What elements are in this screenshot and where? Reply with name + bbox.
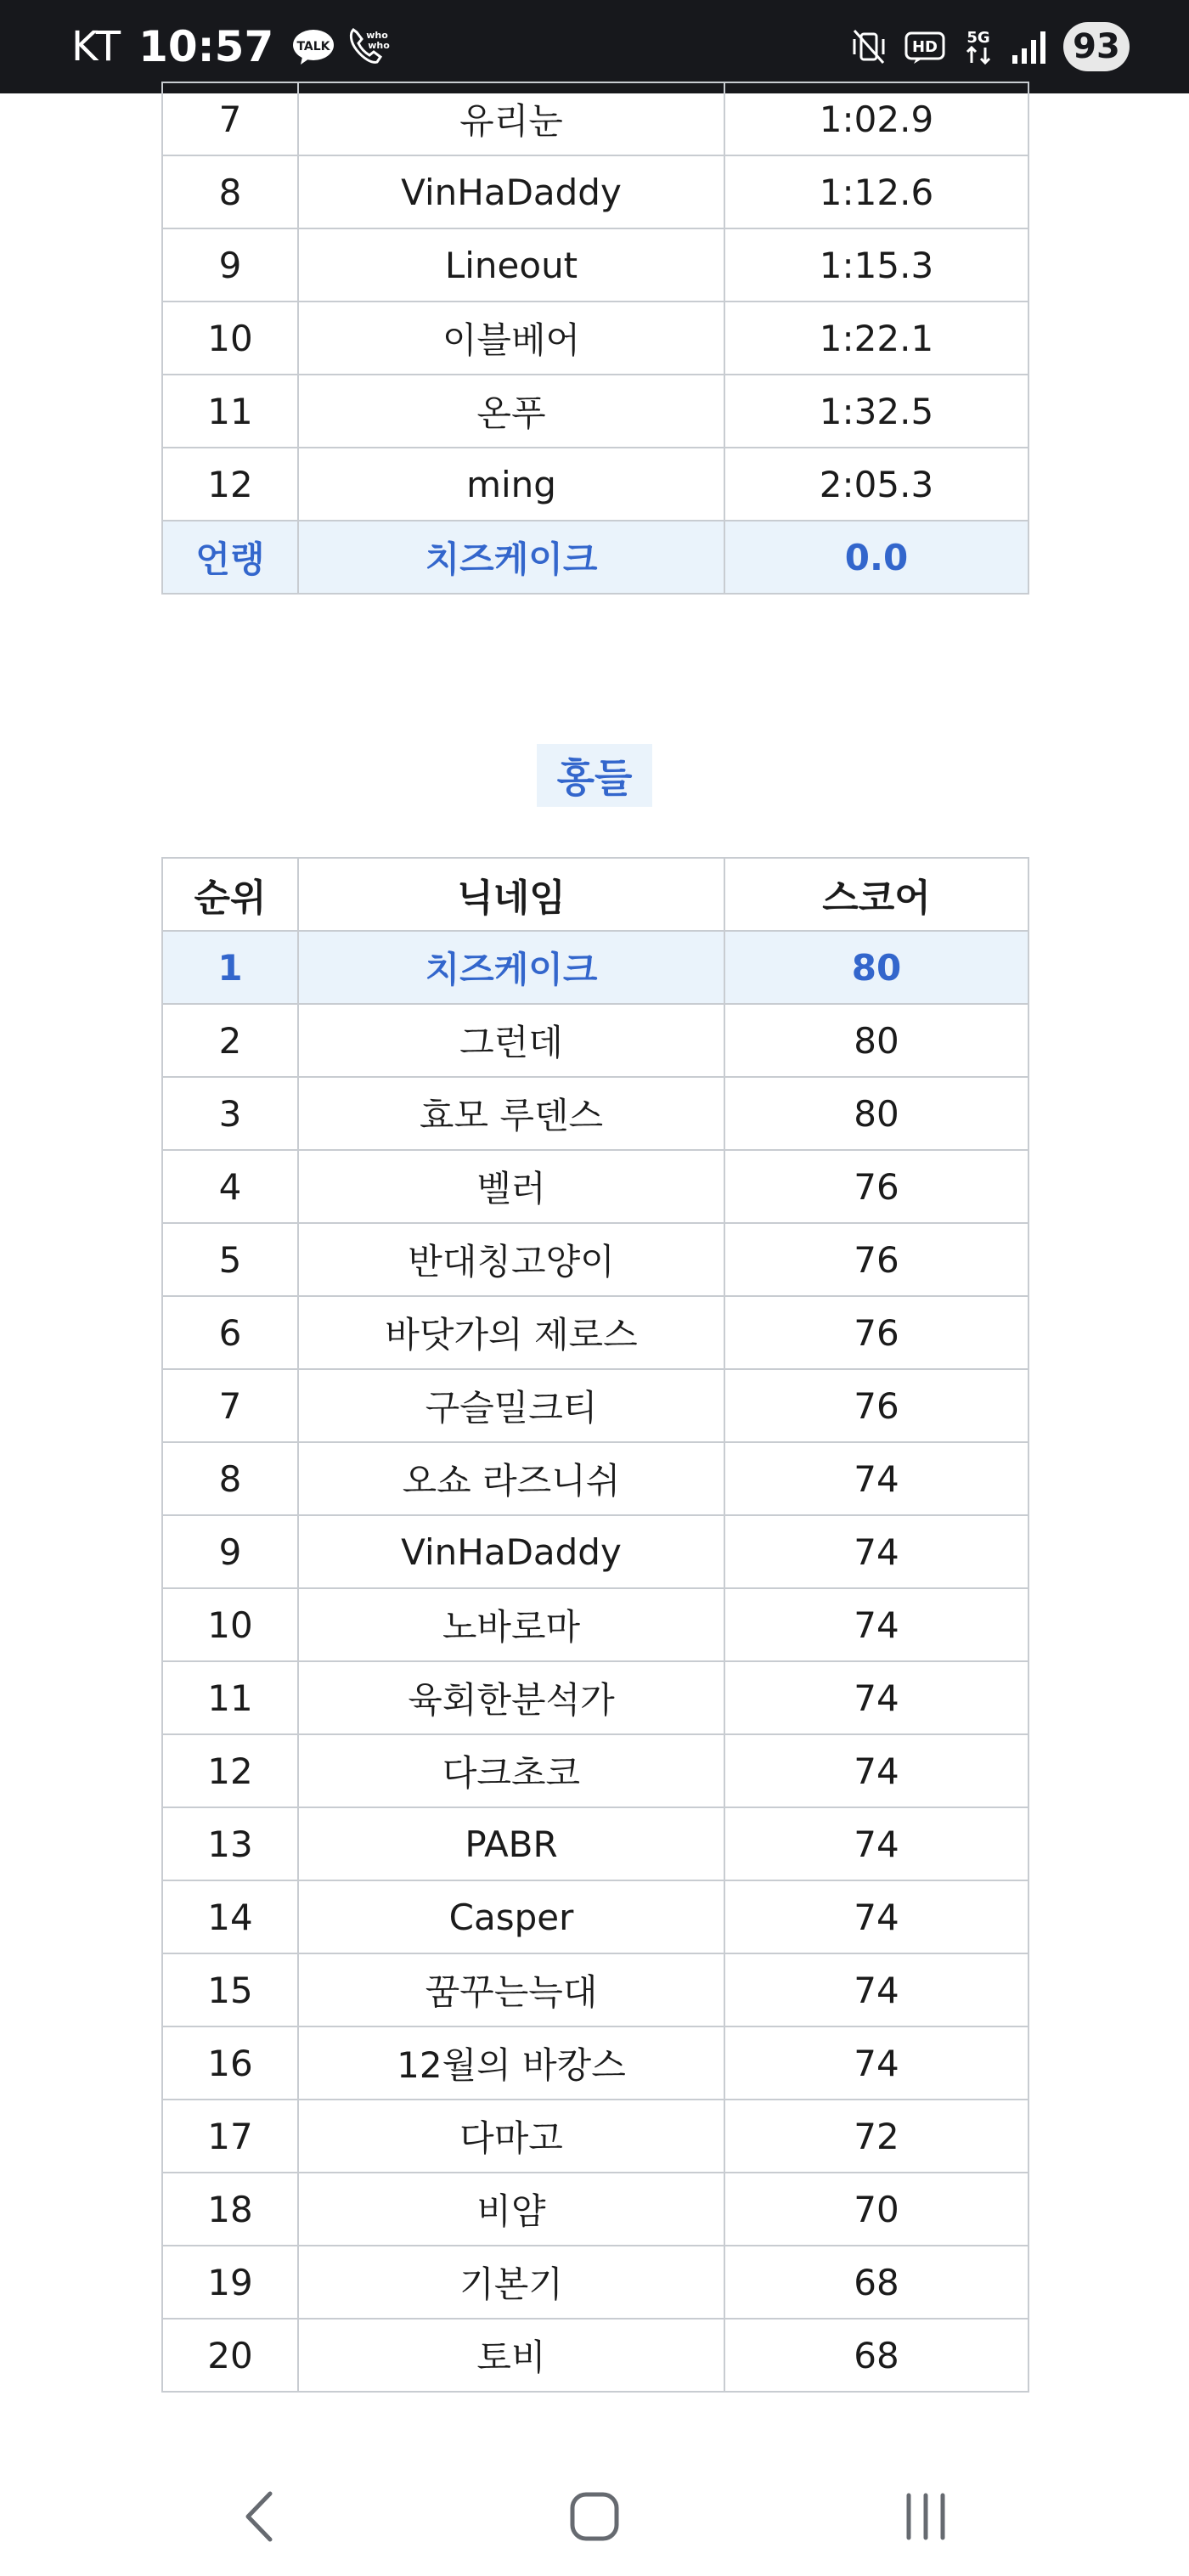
nickname-cell: 유리눈	[298, 82, 724, 155]
nickname-cell: 이블베어	[298, 302, 724, 375]
battery-indicator: 93	[1063, 22, 1130, 71]
nickname-cell: ming	[298, 448, 724, 521]
nickname-cell: 치즈케이크	[298, 931, 724, 1004]
whowho-call-icon	[347, 25, 391, 69]
rank-cell: 7	[162, 1369, 298, 1442]
nickname-cell: 노바로마	[298, 1588, 724, 1661]
nickname-cell: 구슬밀크티	[298, 1369, 724, 1442]
nickname-cell: Lineout	[298, 228, 724, 302]
rank-cell: 언랭	[162, 521, 298, 594]
nickname-cell: 치즈케이크	[298, 521, 724, 594]
rank-cell: 2	[162, 1004, 298, 1077]
nickname-cell: 꿈꾸는늑대	[298, 1953, 724, 2026]
rank-cell: 14	[162, 1880, 298, 1953]
table-row	[162, 82, 1028, 155]
table-row-highlighted	[162, 521, 1028, 594]
nickname-cell: VinHaDaddy	[298, 1515, 724, 1588]
table-row	[162, 2173, 1028, 2246]
table-row	[162, 2246, 1028, 2319]
score-cell: 1:15.3	[724, 228, 1028, 302]
score-cell: 70	[724, 2173, 1028, 2246]
score-cell: 0.0	[724, 521, 1028, 594]
header-nickname: 닉네임	[298, 858, 724, 931]
ranking-table-time-body	[162, 82, 1028, 594]
score-cell: 74	[724, 1807, 1028, 1880]
score-cell: 80	[724, 931, 1028, 1004]
table-header-row	[162, 858, 1028, 931]
vibrate-mute-icon	[849, 27, 888, 66]
hd-voice-icon	[904, 28, 946, 65]
kakaotalk-icon	[292, 28, 335, 65]
table-row	[162, 1734, 1028, 1807]
score-cell: 76	[724, 1296, 1028, 1369]
nickname-cell: Casper	[298, 1880, 724, 1953]
table-row	[162, 1661, 1028, 1734]
score-cell: 1:12.6	[724, 155, 1028, 228]
table-row	[162, 1296, 1028, 1369]
section-title: 홍들	[537, 744, 652, 807]
rank-cell: 12	[162, 448, 298, 521]
score-cell: 74	[724, 1734, 1028, 1807]
clock: 10:57	[138, 22, 274, 71]
score-cell: 1:22.1	[724, 302, 1028, 375]
score-cell: 2:05.3	[724, 448, 1028, 521]
table-row	[162, 1588, 1028, 1661]
nickname-cell: 온푸	[298, 375, 724, 448]
score-cell: 80	[724, 1004, 1028, 1077]
nickname-cell: 그런데	[298, 1004, 724, 1077]
table-row	[162, 1223, 1028, 1296]
score-cell: 74	[724, 1953, 1028, 2026]
nickname-cell: 바닷가의 제로스	[298, 1296, 724, 1369]
score-cell: 76	[724, 1223, 1028, 1296]
score-cell: 74	[724, 2026, 1028, 2100]
nickname-cell: 다마고	[298, 2100, 724, 2173]
score-cell: 76	[724, 1150, 1028, 1223]
home-icon[interactable]	[552, 2483, 637, 2551]
rank-cell: 5	[162, 1223, 298, 1296]
table-row	[162, 1150, 1028, 1223]
nickname-cell: 반대칭고양이	[298, 1223, 724, 1296]
back-icon[interactable]	[219, 2483, 304, 2551]
signal-icon	[1011, 28, 1048, 65]
rank-cell: 20	[162, 2319, 298, 2392]
table-row	[162, 375, 1028, 448]
rank-cell: 13	[162, 1807, 298, 1880]
status-bar	[0, 0, 1189, 93]
5g-data-icon	[961, 25, 995, 68]
nickname-cell: 벨러	[298, 1150, 724, 1223]
nickname-cell: VinHaDaddy	[298, 155, 724, 228]
nickname-cell: 오쇼 라즈니쉬	[298, 1442, 724, 1515]
ranking-table-time	[161, 82, 1029, 595]
table-row	[162, 1077, 1028, 1150]
score-cell: 74	[724, 1588, 1028, 1661]
recent-apps-icon[interactable]	[883, 2483, 968, 2551]
table-row	[162, 1807, 1028, 1880]
table-row	[162, 1004, 1028, 1077]
svg-text:who: who	[366, 30, 389, 41]
score-cell: 74	[724, 1442, 1028, 1515]
table-row	[162, 2026, 1028, 2100]
table-row	[162, 1953, 1028, 2026]
rank-cell: 16	[162, 2026, 298, 2100]
score-cell: 68	[724, 2246, 1028, 2319]
svg-text:TALK: TALK	[296, 40, 330, 54]
table-row	[162, 1369, 1028, 1442]
table-row	[162, 228, 1028, 302]
table-row-highlighted	[162, 931, 1028, 1004]
rank-cell: 19	[162, 2246, 298, 2319]
rank-cell: 11	[162, 1661, 298, 1734]
rank-cell: 4	[162, 1150, 298, 1223]
nickname-cell: PABR	[298, 1807, 724, 1880]
ranking-table-score-body	[162, 931, 1028, 2392]
table-row	[162, 155, 1028, 228]
rank-cell: 1	[162, 931, 298, 1004]
score-cell: 72	[724, 2100, 1028, 2173]
rank-cell: 10	[162, 302, 298, 375]
rank-cell: 9	[162, 1515, 298, 1588]
rank-cell: 3	[162, 1077, 298, 1150]
navigation-bar	[0, 2449, 1189, 2576]
rank-cell: 17	[162, 2100, 298, 2173]
rank-cell: 11	[162, 375, 298, 448]
table-row	[162, 302, 1028, 375]
score-cell: 74	[724, 1515, 1028, 1588]
nickname-cell: 12월의 바캉스	[298, 2026, 724, 2100]
svg-text:who: who	[368, 40, 391, 51]
svg-text:5G: 5G	[966, 29, 990, 47]
rank-cell: 8	[162, 1442, 298, 1515]
score-cell: 1:02.9	[724, 82, 1028, 155]
table-row	[162, 1880, 1028, 1953]
rank-cell: 15	[162, 1953, 298, 2026]
rank-cell: 8	[162, 155, 298, 228]
rank-cell: 9	[162, 228, 298, 302]
table-row	[162, 1442, 1028, 1515]
nickname-cell: 다크초코	[298, 1734, 724, 1807]
score-cell: 80	[724, 1077, 1028, 1150]
carrier-label: KT	[71, 23, 122, 70]
table-row	[162, 1515, 1028, 1588]
nickname-cell: 육회한분석가	[298, 1661, 724, 1734]
svg-text:HD: HD	[911, 38, 938, 56]
score-cell: 74	[724, 1661, 1028, 1734]
nickname-cell: 비얌	[298, 2173, 724, 2246]
ranking-table-score	[161, 857, 1029, 2393]
table-row	[162, 2100, 1028, 2173]
score-cell: 68	[724, 2319, 1028, 2392]
rank-cell: 12	[162, 1734, 298, 1807]
score-cell: 74	[724, 1880, 1028, 1953]
table-row	[162, 448, 1028, 521]
rank-cell: 7	[162, 82, 298, 155]
score-cell: 76	[724, 1369, 1028, 1442]
rank-cell: 18	[162, 2173, 298, 2246]
nickname-cell: 효모 루덴스	[298, 1077, 724, 1150]
score-cell: 1:32.5	[724, 375, 1028, 448]
table-row	[162, 2319, 1028, 2392]
header-score: 스코어	[724, 858, 1028, 931]
rank-cell: 10	[162, 1588, 298, 1661]
header-rank: 순위	[162, 858, 298, 931]
nickname-cell: 토비	[298, 2319, 724, 2392]
rank-cell: 6	[162, 1296, 298, 1369]
nickname-cell: 기본기	[298, 2246, 724, 2319]
